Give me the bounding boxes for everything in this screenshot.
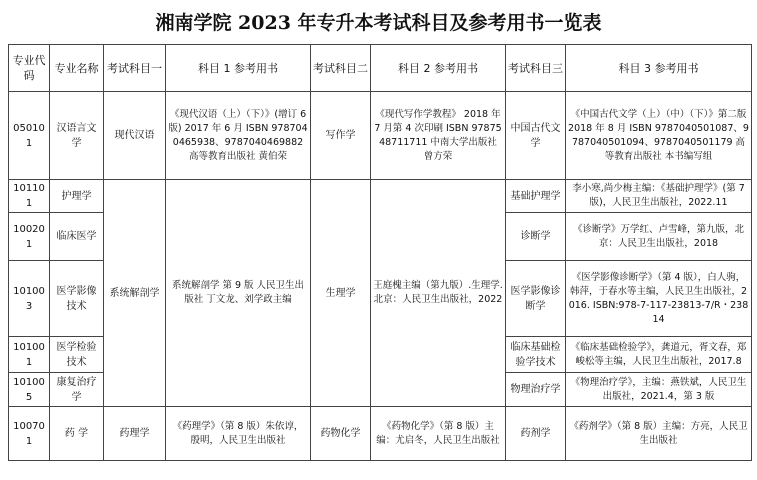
- header-cell: 科目 2 参考用书: [371, 45, 506, 92]
- major-name: 护理学: [50, 180, 104, 213]
- subject-3: 医学影像诊断学: [506, 261, 566, 337]
- header-cell: 考试科目一: [104, 45, 166, 92]
- header-cell: 考试科目三: [506, 45, 566, 92]
- major-code: 101003: [9, 261, 50, 337]
- header-cell: 专业代码: [9, 45, 50, 92]
- book-2: 《药物化学》（第 8 版）主编：尤启冬，人民卫生出版社: [371, 407, 506, 461]
- subject-3: 中国古代文学: [506, 92, 566, 180]
- major-name: 药 学: [50, 407, 104, 461]
- book-1: 系统解剖学 第 9 版 人民卫生出版社 丁文龙、刘学政主编: [166, 180, 311, 407]
- table-row: [9, 407, 752, 461]
- book-2: 《现代写作学教程》 2018 年 7 月第 4 次印刷 ISBN 9787548711711 中南大学出版社 曾方荣: [371, 92, 506, 180]
- major-code: 100201: [9, 213, 50, 261]
- subject-2: 写作学: [311, 92, 371, 180]
- subject-3: 基础护理学: [506, 180, 566, 213]
- book-3: 《中国古代文学（上）（中）（下）》第二版 2018 年 8 月 ISBN 9787040501087、9787040501094、9787040501179 高等教育出版社 本书编写组: [566, 92, 752, 180]
- major-code: 101101: [9, 180, 50, 213]
- book-2: 王庭槐主编（第九版）.生理学.北京：人民卫生出版社，2022: [371, 180, 506, 407]
- major-name: 康复治疗学: [50, 373, 104, 407]
- book-1: 《药理学》（第 8 版）朱依谆，殷明，人民卫生出版社: [166, 407, 311, 461]
- subjects-table: [8, 44, 752, 461]
- table-header-row: [9, 45, 752, 92]
- subject-3: 诊断学: [506, 213, 566, 261]
- book-3: 《临床基础检验学》，龚道元，胥文春，郑峻松等主编，人民卫生出版社，2017.8: [566, 337, 752, 373]
- book-3: 《医学影像诊断学》（第 4 版），白人驹，韩萍，于春水等主编，人民卫生出版社，2016. ISBN:978-7-117-23813-7/R・23814: [566, 261, 752, 337]
- subject-3: 药剂学: [506, 407, 566, 461]
- major-name: 医学影像技术: [50, 261, 104, 337]
- header-cell: 科目 3 参考用书: [566, 45, 752, 92]
- book-1: 《现代汉语（上）（下）》(增订 6 版) 2017 年 6 月 ISBN 9787040465938、9787040469882 高等教育出版社 黄伯荣: [166, 92, 311, 180]
- subject-3: 临床基础检验学技术: [506, 337, 566, 373]
- subject-1: 现代汉语: [104, 92, 166, 180]
- book-3: 《物理治疗学》，主编：燕铁斌，人民卫生出版社，2021.4，第 3 版: [566, 373, 752, 407]
- book-3: 《药剂学》（第 8 版）主编：方亮，人民卫生出版社: [566, 407, 752, 461]
- subject-1: 系统解剖学: [104, 180, 166, 407]
- major-code: 050101: [9, 92, 50, 180]
- header-cell: 科目 1 参考用书: [166, 45, 311, 92]
- book-3: 《诊断学》万学红、卢雪峰，第九版，北京：人民卫生出版社，2018: [566, 213, 752, 261]
- book-3: 李小寒,尚少梅主编：《基础护理学》(第 7 版)，人民卫生出版社，2022.11: [566, 180, 752, 213]
- major-name: 临床医学: [50, 213, 104, 261]
- subject-3: 物理治疗学: [506, 373, 566, 407]
- page-title: 湘南学院 2023 年专升本考试科目及参考用书一览表: [155, 12, 602, 34]
- major-code: 101001: [9, 337, 50, 373]
- major-code: 101005: [9, 373, 50, 407]
- subject-2: 生理学: [311, 180, 371, 407]
- header-cell: 考试科目二: [311, 45, 371, 92]
- table-row: [9, 180, 752, 213]
- table-row: [9, 92, 752, 180]
- major-code: 100701: [9, 407, 50, 461]
- header-cell: 专业名称: [50, 45, 104, 92]
- major-name: 医学检验技术: [50, 337, 104, 373]
- major-name: 汉语言文学: [50, 92, 104, 180]
- subject-2: 药物化学: [311, 407, 371, 461]
- subject-1: 药理学: [104, 407, 166, 461]
